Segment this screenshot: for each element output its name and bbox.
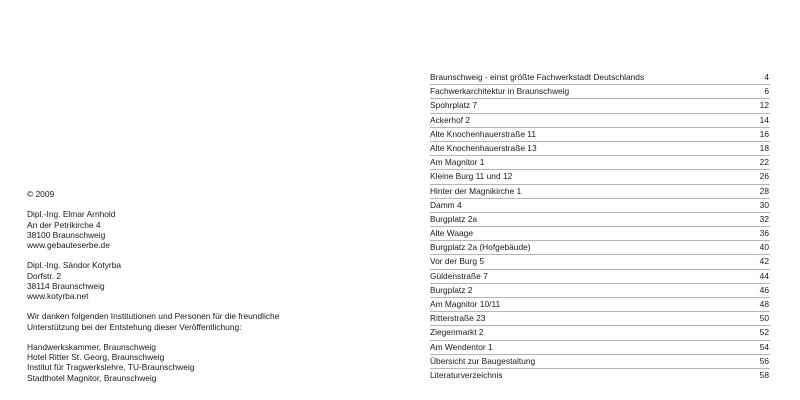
author-website[interactable]: www.gebauteserbe.de xyxy=(27,240,110,250)
toc-entry-page-number: 42 xyxy=(759,256,769,267)
toc-entry-title: Übersicht zur Baugestaltung xyxy=(430,355,536,366)
toc-entry-page-number: 40 xyxy=(759,242,769,253)
author-block xyxy=(27,209,387,250)
author-city: 38114 Braunschweig xyxy=(27,280,105,291)
toc-entry[interactable] xyxy=(430,326,770,340)
toc-entry[interactable] xyxy=(430,255,770,269)
toc-entry-title: Burgplatz 2a (Hofgebäude) xyxy=(430,242,531,253)
toc-entry-page-number: 56 xyxy=(759,355,769,366)
toc-entry-page-number: 4 xyxy=(764,72,769,82)
toc-entry[interactable] xyxy=(430,369,770,383)
copyright-notice: © 2009 xyxy=(27,189,55,199)
toc-entry-page-number: 54 xyxy=(759,341,769,352)
toc-entry-title: Kleine Burg 11 und 12 xyxy=(430,171,513,182)
toc-entry-title: Hinter der Magnikirche 1 xyxy=(430,185,522,196)
supporter-item: Institut für Tragwerkslehre, TU-Braunschweig xyxy=(27,362,195,373)
toc-entry-page-number: 32 xyxy=(759,213,769,224)
toc-entry-page-number: 46 xyxy=(759,284,769,295)
toc-entry-title: Alte Knochenhauerstraße 11 xyxy=(430,128,536,139)
toc-entry[interactable] xyxy=(430,341,770,355)
toc-entry-title: Ritterstraße 23 xyxy=(430,313,486,324)
supporter-item: Stadthotel Magnitor, Braunschweig xyxy=(27,372,157,383)
toc-entry[interactable] xyxy=(430,185,770,199)
spacer xyxy=(27,332,387,342)
toc-entry-title: Burgplatz 2a xyxy=(430,213,478,224)
toc-entry-title: Spohrplatz 7 xyxy=(430,100,478,111)
toc-entry[interactable] xyxy=(430,99,770,113)
toc-entry[interactable] xyxy=(430,142,770,156)
acknowledgement-text: Unterstützung bei der Entstehung dieser Veröffentlichung: xyxy=(27,321,242,332)
author-name: Dipl.-Ing. Sándor Kotyrba xyxy=(27,260,122,271)
author-city: 38100 Braunschweig xyxy=(27,229,106,240)
toc-entry-page-number: 22 xyxy=(759,157,769,168)
toc-entry-page-number: 30 xyxy=(759,199,769,210)
supporter-list xyxy=(27,342,387,383)
toc-entry-page-number: 58 xyxy=(759,369,769,380)
toc-entry[interactable] xyxy=(430,114,770,128)
toc-entry-page-number: 50 xyxy=(759,313,769,324)
supporter-item: Handwerkskammer, Braunschweig xyxy=(27,341,156,352)
toc-entry-page-number: 12 xyxy=(759,100,769,111)
author-name: Dipl.-Ing. Elmar Arnhold xyxy=(27,209,116,220)
toc-entry[interactable] xyxy=(430,355,770,369)
toc-entry[interactable] xyxy=(430,156,770,170)
toc-entry-page-number: 6 xyxy=(764,86,769,97)
toc-entry-title: Am Magnitor 1 xyxy=(430,157,485,168)
toc-entry-page-number: 28 xyxy=(759,185,769,196)
toc-entry-title: Ziegenmarkt 2 xyxy=(430,327,484,338)
toc-entry-title: Güldenstraße 7 xyxy=(430,270,488,281)
toc-entry[interactable] xyxy=(430,128,770,142)
toc-entry[interactable] xyxy=(430,284,770,298)
toc-entry-title: Am Magnitor 10/11 xyxy=(430,299,501,309)
toc-entry-page-number: 52 xyxy=(759,327,769,338)
acknowledgement xyxy=(27,311,387,331)
toc-entry[interactable] xyxy=(430,312,770,326)
spacer xyxy=(27,301,387,311)
supporter-item: Hotel Ritter St. Georg, Braunschweig xyxy=(27,352,165,363)
toc-entry[interactable] xyxy=(430,170,770,184)
toc-entry-title: Vor der Burg 5 xyxy=(430,256,485,267)
toc-entry[interactable] xyxy=(430,227,770,241)
spacer xyxy=(27,199,387,209)
toc-entry-title: Burgplatz 2 xyxy=(430,284,473,295)
toc-entry-title: Damm 4 xyxy=(430,199,462,210)
toc-entry-page-number: 18 xyxy=(759,142,769,153)
author-website[interactable]: www.kotyrba.net xyxy=(27,291,89,301)
imprint xyxy=(27,189,387,383)
toc-entry-page-number: 44 xyxy=(759,270,769,281)
toc-entry-page-number: 16 xyxy=(759,128,769,139)
toc-entry-title: Alte Waage xyxy=(430,228,473,239)
toc-entry[interactable] xyxy=(430,199,770,213)
toc-entry-page-number: 48 xyxy=(759,299,769,309)
toc-entry-title: Alte Knochenhauerstraße 13 xyxy=(430,142,537,153)
acknowledgement-text: Wir danken folgenden Institutionen und Personen für die freundliche xyxy=(27,311,280,322)
author-street: Dorfstr. 2 xyxy=(27,270,61,281)
author-street: An der Petrikirche 4 xyxy=(27,219,101,230)
toc-entry[interactable] xyxy=(430,298,770,312)
toc-entry-page-number: 26 xyxy=(759,171,769,182)
toc-entry[interactable] xyxy=(430,270,770,284)
toc-entry[interactable] xyxy=(430,71,770,85)
toc-entry-title: Ackerhof 2 xyxy=(430,114,471,125)
author-block xyxy=(27,260,387,301)
toc-entry-page-number: 36 xyxy=(759,228,769,239)
spacer xyxy=(27,250,387,260)
toc-entry-title: Literaturverzeichnis xyxy=(430,369,503,380)
toc-entry[interactable] xyxy=(430,213,770,227)
toc-entry-title: Fachwerkarchitektur in Braunschweig xyxy=(430,86,570,97)
toc-entry-title: Braunschweig - einst größte Fachwerkstadt Deutschlands xyxy=(430,72,645,82)
toc-entry-title: Am Wendentor 1 xyxy=(430,341,493,352)
toc-entry[interactable] xyxy=(430,241,770,255)
table-of-contents xyxy=(430,71,770,383)
toc-entry-page-number: 14 xyxy=(759,114,769,125)
toc-entry[interactable] xyxy=(430,85,770,99)
